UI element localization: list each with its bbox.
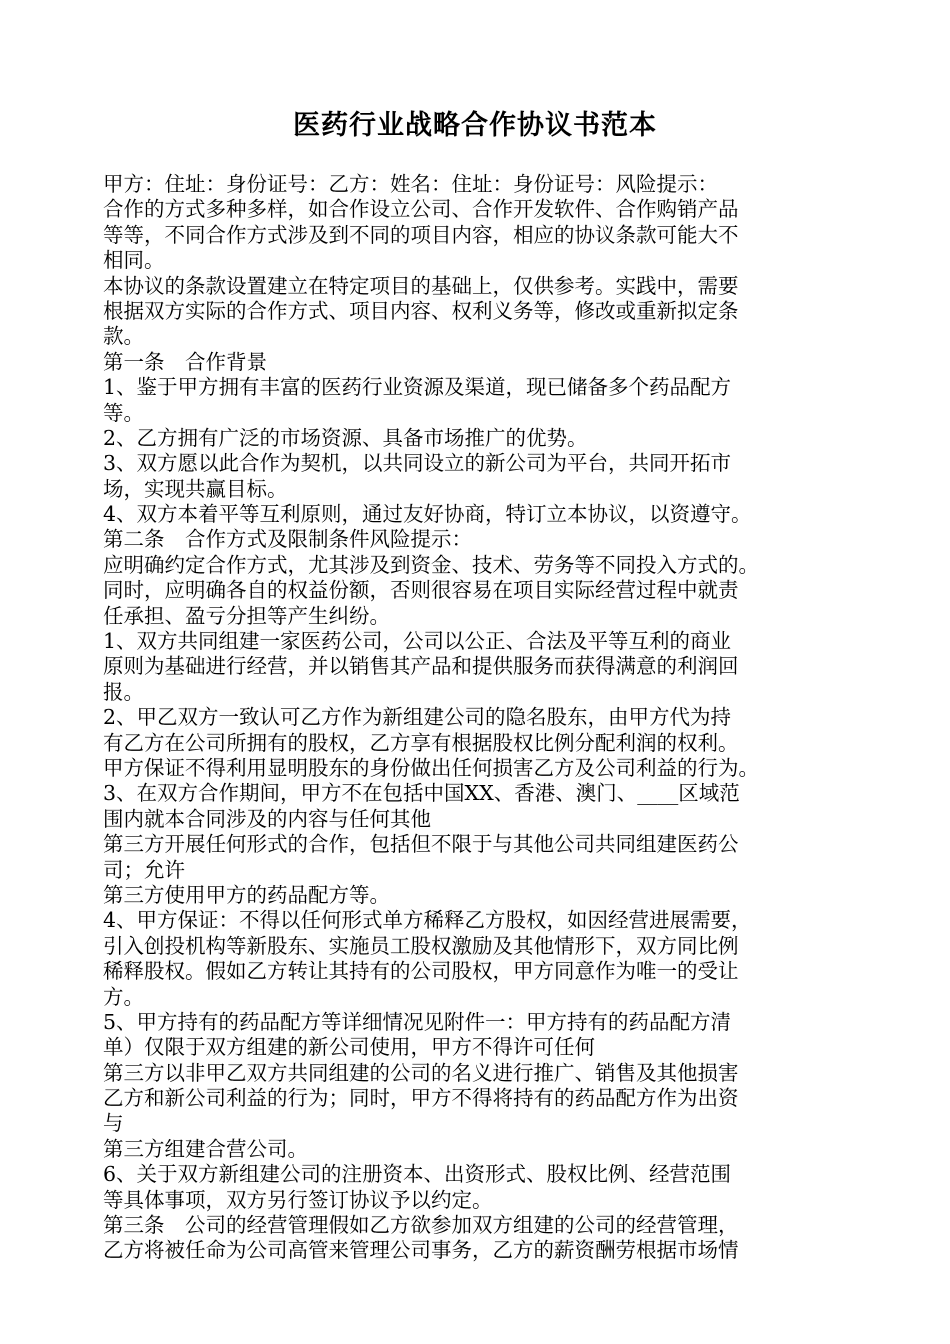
- text-line: 相同。: [103, 248, 165, 273]
- section-heading-2: 第二条 合作方式及限制条件风险提示：: [103, 527, 472, 552]
- text-line: 甲方：住址：身份证号：乙方：姓名：住址：身份证号：风险提示：: [103, 172, 718, 196]
- text-line: 引入创投机构等新股东、实施员工股权激励及其他情形下，双方同比例: [103, 933, 739, 958]
- text-line: 围内就本合同涉及的内容与任何其他: [103, 806, 431, 831]
- section-heading-3: 第三条 公司的经营管理假如乙方欲参加双方组建的公司的经营管理，: [103, 1213, 739, 1238]
- text-line: 同时，应明确各自的权益份额，否则很容易在项目实际经营过程中就责: [103, 578, 739, 603]
- text-line: 乙方和新公司利益的行为；同时，甲方不得将持有的药品配方作为出资: [103, 1086, 739, 1111]
- text-line: 1、鉴于甲方拥有丰富的医药行业资源及渠道，现已储备多个药品配方: [103, 375, 732, 400]
- text-line: 合作的方式多种多样，如合作设立公司、合作开发软件、合作购销产品: [103, 197, 739, 222]
- text-line: 第三方组建合营公司。: [103, 1136, 308, 1161]
- text-line: 有乙方在公司所拥有的股权，乙方享有根据股权比例分配利润的权利。: [103, 730, 739, 755]
- text-line: 2、乙方拥有广泛的市场资源、具备市场推广的优势。: [103, 425, 588, 450]
- text-line: 方。: [103, 984, 144, 1009]
- text-line: 3、在双方合作期间，甲方不在包括中国XX、香港、澳门、____区域范: [103, 781, 740, 806]
- text-line: 2、甲乙双方一致认可乙方作为新组建公司的隐名股东，由甲方代为持: [103, 705, 732, 730]
- text-line: 根据双方实际的合作方式、项目内容、权利义务等，修改或重新拟定条: [103, 298, 739, 323]
- text-line: 第三方开展任何形式的合作，包括但不限于与其他公司共同组建医药公: [103, 832, 739, 857]
- text-line: 4、双方本着平等互利原则，通过友好协商，特订立本协议，以资遵守。: [103, 502, 752, 527]
- text-line: 司；允许: [103, 857, 185, 882]
- text-line: 等具体事项，双方另行签订协议予以约定。: [103, 1187, 493, 1212]
- text-line: 单）仅限于双方组建的新公司使用，甲方不得许可任何: [103, 1035, 595, 1060]
- document-body: [103, 172, 863, 1264]
- text-line: 原则为基础进行经营，并以销售其产品和提供服务而获得满意的利润回: [103, 654, 739, 679]
- text-line: 与: [103, 1111, 124, 1136]
- text-line: 甲方保证不得利用显明股东的身份做出任何损害乙方及公司利益的行为。: [103, 755, 759, 780]
- text-line: 等。: [103, 400, 144, 425]
- section-heading-1: 第一条 合作背景: [103, 349, 267, 374]
- text-line: 6、关于双方新组建公司的注册资本、出资形式、股权比例、经营范围: [103, 1162, 732, 1187]
- text-line: 3、双方愿以此合作为契机，以共同设立的新公司为平台，共同开拓市: [103, 451, 732, 476]
- text-line: 款。: [103, 324, 144, 349]
- text-line: 等等，不同合作方式涉及到不同的项目内容，相应的协议条款可能大不: [103, 222, 739, 247]
- text-line: 第三方以非甲乙双方共同组建的公司的名义进行推广、销售及其他损害: [103, 1060, 739, 1085]
- text-line: 报。: [103, 679, 144, 704]
- text-line: 本协议的条款设置建立在特定项目的基础上，仅供参考。实践中，需要: [103, 273, 739, 298]
- text-line: 场，实现共赢目标。: [103, 476, 288, 501]
- text-line: 1、双方共同组建一家医药公司，公司以公正、合法及平等互利的商业: [103, 629, 732, 654]
- text-line: 4、甲方保证：不得以任何形式单方稀释乙方股权，如因经营进展需要，: [103, 908, 752, 933]
- document-title: 医药行业战略合作协议书范本: [293, 110, 657, 141]
- text-line: 第三方使用甲方的药品配方等。: [103, 882, 390, 907]
- text-line: 乙方将被任命为公司高管来管理公司事务，乙方的薪资酬劳根据市场情: [103, 1238, 739, 1263]
- text-line: 任承担、盈亏分担等产生纠纷。: [103, 603, 390, 628]
- text-line: 5、甲方持有的药品配方等详细情况见附件一：甲方持有的药品配方清: [103, 1009, 732, 1034]
- text-line: 应明确约定合作方式，尤其涉及到资金、技术、劳务等不同投入方式的。: [103, 552, 759, 577]
- text-line: 稀释股权。假如乙方转让其持有的公司股权，甲方同意作为唯一的受让: [103, 959, 739, 984]
